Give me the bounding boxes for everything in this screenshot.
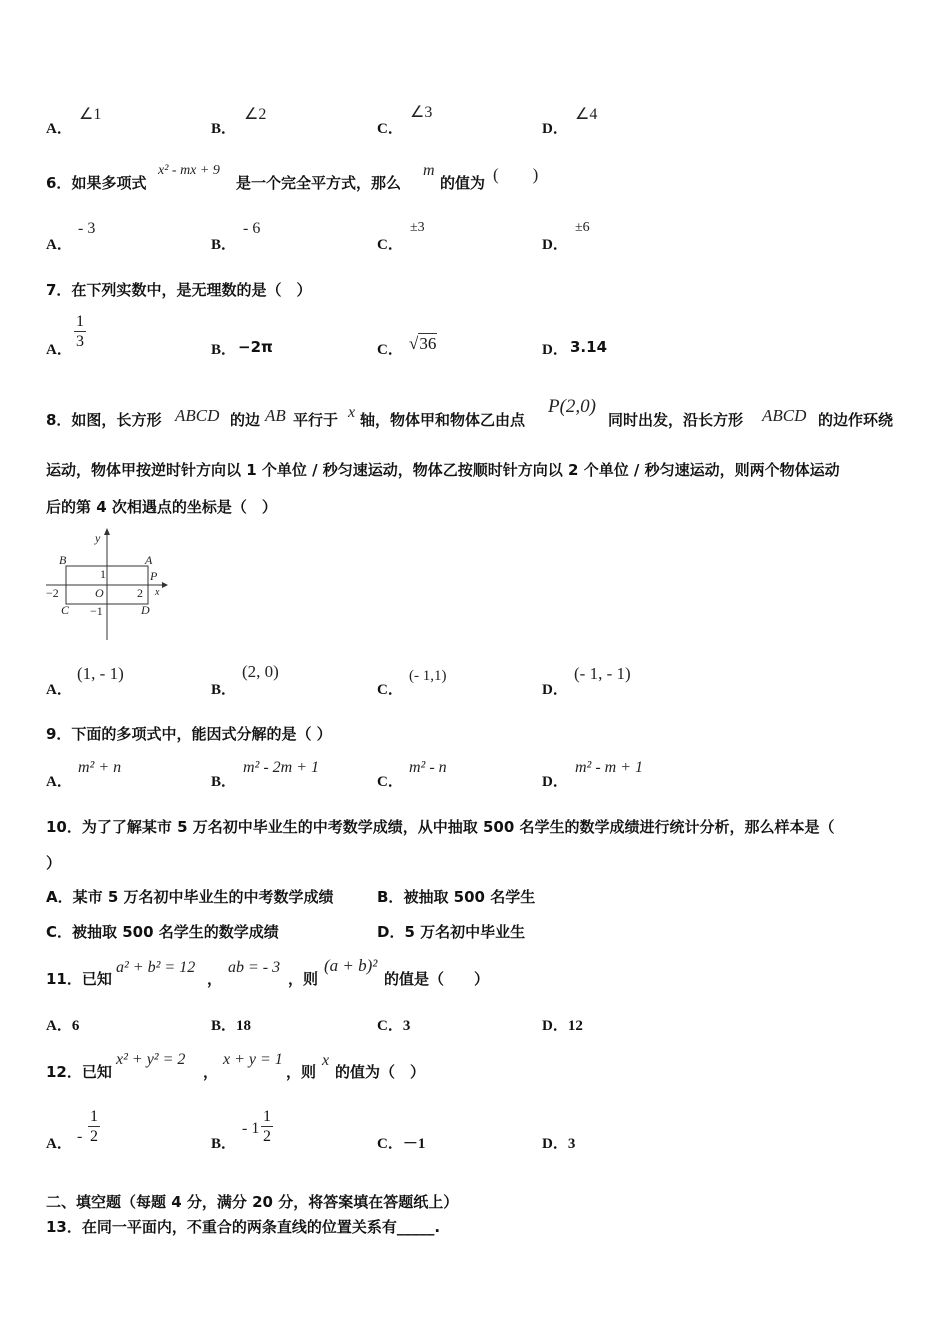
q8-figure [42, 528, 172, 642]
q7-option-a-label: A． [46, 342, 72, 358]
q8-point-p: P(2,0) [548, 396, 597, 417]
fig-label-c: C [61, 603, 70, 617]
q6-option-c-value: ±3 [410, 220, 425, 235]
fig-label-neg1: −1 [90, 604, 103, 618]
q12-option-a-label: A． [46, 1136, 72, 1152]
q12-variable: x [322, 1052, 330, 1069]
q6-option-a-value: - 3 [78, 220, 96, 237]
q12-option-b-fraction [261, 1107, 273, 1146]
q5-option-b-value: ∠2 [244, 106, 267, 123]
q5-option-c-label: C． [377, 121, 403, 137]
q12-text-b: ，则 [286, 1063, 317, 1081]
q12-option-d-value: 3 [567, 1136, 576, 1152]
q7-option-a-fraction [74, 312, 86, 351]
q12-option-a-sign: - [77, 1128, 83, 1145]
q5-option-a-label: A． [46, 121, 72, 137]
q11-expr3: (a + b)² [324, 956, 378, 975]
q8-line1-e: 同时出发，沿长方形 [608, 411, 744, 429]
q6-answer-paren: ( ) [493, 165, 539, 184]
q7-option-a-denominator: 3 [76, 333, 84, 350]
q6-option-d-value: ±6 [575, 220, 590, 235]
q10-option-b-value: 被抽取 500 名学生 [403, 888, 536, 906]
q12-expr2: x + y = 1 [223, 1051, 283, 1068]
q11-option-d-label: D． [542, 1018, 568, 1034]
q10-option-d-value: 5 万名初中毕业生 [404, 923, 526, 941]
q7-option-b-value: −2π [238, 338, 273, 356]
q7-option-a-numerator: 1 [76, 313, 84, 330]
q12-number: 12．已知 [46, 1063, 112, 1081]
q10-line1: 10．为了了解某市 5 万名初中毕业生的中考数学成绩，从中抽取 500 名学生的数学成绩进行统计分析，那么样本是（ [46, 818, 835, 836]
q9-option-a-value: m² + n [78, 759, 122, 776]
q10-option-b [377, 886, 535, 907]
q8-option-c-label: C． [377, 682, 403, 698]
q12-option-b-sign: - 1 [242, 1120, 260, 1137]
q10-option-d [377, 921, 525, 942]
q12-option-b-label: B． [211, 1136, 237, 1152]
q11-option-c-value: 3 [402, 1018, 411, 1034]
q6-option-d-label: D． [542, 237, 568, 253]
q6-text-a: 如果多项式 [71, 174, 147, 192]
q10-option-c [46, 921, 279, 942]
q10-option-c-label: C． [46, 923, 73, 941]
q9-option-d-value: m² - m + 1 [575, 759, 644, 776]
q8-ab: AB [265, 406, 286, 425]
q12-option-c [377, 1132, 425, 1153]
q11-text-b: ，则 [288, 970, 319, 988]
q13-stem: 13．在同一平面内，不重合的两条直线的位置关系有_____. [46, 1218, 441, 1236]
q12-option-c-value: －1 [402, 1136, 426, 1152]
x-axis-arrow-icon [162, 582, 168, 588]
q11-number: 11．已知 [46, 970, 112, 988]
q11-text-c: 的值是（ ） [384, 970, 490, 988]
q8-line2: 运动，物体甲按逆时针方向以 1 个单位 / 秒匀速运动，物体乙按顺时针方向以 2 个单位 / 秒匀速运动，则两个物体运动 [46, 461, 840, 479]
q8-option-d-value: (- 1, - 1) [574, 664, 631, 683]
fig-label-o: O [95, 586, 104, 600]
q7-option-d-value: 3.14 [570, 338, 608, 356]
q11-option-a-label: A． [46, 1018, 72, 1034]
q9-option-b-label: B． [211, 774, 237, 790]
q10-option-a-value: 某市 5 万名初中毕业生的中考数学成绩 [72, 888, 334, 906]
q6-stem [46, 172, 146, 193]
q6-variable: m [423, 162, 435, 179]
q12-option-d [542, 1132, 575, 1153]
q6-number: 6． [46, 174, 72, 192]
q11-expr2: ab = - 3 [228, 959, 281, 976]
q10-line2: ） [46, 854, 62, 872]
q8-line1-c: 平行于 [293, 411, 339, 429]
fig-label-p: P [150, 569, 158, 583]
q12-expr1: x² + y² = 2 [116, 1051, 186, 1068]
q9-option-b-value: m² - 2m + 1 [243, 759, 320, 776]
q7-option-c-sqrt: √36 [409, 334, 437, 353]
q11-option-c [377, 1014, 410, 1035]
q6-text-b: 是一个完全平方式，那么 [236, 174, 402, 192]
q5-option-d-label: D． [542, 121, 568, 137]
fig-label-x: x [155, 587, 160, 598]
q9-option-a-label: A． [46, 774, 72, 790]
q5-option-b-label: B． [211, 121, 237, 137]
q11-expr1: a² + b² = 12 [116, 959, 196, 976]
y-axis-arrow-icon [104, 528, 110, 535]
q10-option-b-label: B． [377, 888, 404, 906]
q7-option-c-radicand: 36 [419, 334, 437, 353]
q7-option-b-label: B． [211, 342, 237, 358]
q10-option-c-value: 被抽取 500 名学生的数学成绩 [72, 923, 279, 941]
q11-option-d-value: 12 [567, 1018, 583, 1034]
q9-option-c-value: m² - n [409, 759, 447, 776]
q8-x: x [348, 404, 356, 421]
fig-label-b: B [59, 553, 67, 567]
q11-option-d [542, 1014, 583, 1035]
section2-heading: 二、填空题（每题 4 分，满分 20 分，将答案填在答题纸上） [46, 1193, 459, 1211]
q11-comma: ， [207, 970, 223, 988]
q8-abcd-2: ABCD [762, 406, 807, 425]
q7-stem: 7．在下列实数中，是无理数的是（ ） [46, 281, 312, 299]
q11-option-a [46, 1014, 79, 1035]
q5-option-c-value: ∠3 [410, 104, 433, 121]
q5-option-d-value: ∠4 [575, 106, 598, 123]
q6-text-c: 的值为 [440, 174, 486, 192]
q8-option-b-value: (2, 0) [242, 662, 279, 681]
q10-option-a-label: A． [46, 888, 73, 906]
fig-label-neg2: −2 [46, 586, 59, 600]
q6-option-c-label: C． [377, 237, 403, 253]
q12-comma: ， [203, 1063, 219, 1081]
q12-option-d-label: D． [542, 1136, 568, 1152]
q8-line1-b: 的边 [230, 411, 261, 429]
q8-line1-d: 轴，物体甲和物体乙由点 [360, 411, 526, 429]
q6-option-b-label: B． [211, 237, 237, 253]
q11-option-a-value: 6 [71, 1018, 80, 1034]
fig-label-2: 2 [137, 586, 143, 600]
q8-line1-a: 8．如图，长方形 [46, 411, 162, 429]
q12-option-b-denominator: 2 [263, 1128, 271, 1145]
q5-option-a-value: ∠1 [79, 106, 102, 123]
q12-option-a-denominator: 2 [90, 1128, 98, 1145]
q12-text-c: 的值为（ ） [335, 1063, 426, 1081]
q8-option-b-label: B． [211, 682, 237, 698]
fig-label-d: D [141, 603, 150, 617]
q7-option-c-label: C． [377, 342, 403, 358]
q12-option-b-numerator: 1 [263, 1108, 271, 1125]
q6-option-b-value: - 6 [243, 220, 261, 237]
q8-abcd-1: ABCD [175, 406, 220, 425]
q12-option-a-numerator: 1 [90, 1108, 98, 1125]
q8-line3: 后的第 4 次相遇点的坐标是（ ） [46, 498, 277, 516]
q11-option-b [211, 1014, 251, 1035]
q11-option-b-label: B． [211, 1018, 237, 1034]
q8-option-c-value: (- 1,1) [409, 668, 447, 684]
q12-option-c-label: C． [377, 1136, 403, 1152]
q11-option-b-value: 18 [236, 1018, 252, 1034]
q12-option-a-fraction [88, 1107, 100, 1146]
fig-label-y: y [95, 531, 101, 545]
q9-option-d-label: D． [542, 774, 568, 790]
fig-label-1: 1 [100, 567, 106, 581]
q8-line1-f: 的边作环绕 [818, 411, 894, 429]
q8-option-a-label: A． [46, 682, 72, 698]
q10-option-d-label: D． [377, 923, 405, 941]
q6-option-a-label: A． [46, 237, 72, 253]
q8-option-d-label: D． [542, 682, 568, 698]
q7-option-d-label: D． [542, 342, 568, 358]
fig-label-a: A [145, 553, 153, 567]
q9-stem: 9．下面的多项式中，能因式分解的是（ ） [46, 725, 332, 743]
q11-option-c-label: C． [377, 1018, 403, 1034]
q8-option-a-value: (1, - 1) [77, 664, 124, 683]
q6-expression: x² - mx + 9 [158, 163, 220, 178]
q9-option-c-label: C． [377, 774, 403, 790]
q10-option-a [46, 886, 334, 907]
